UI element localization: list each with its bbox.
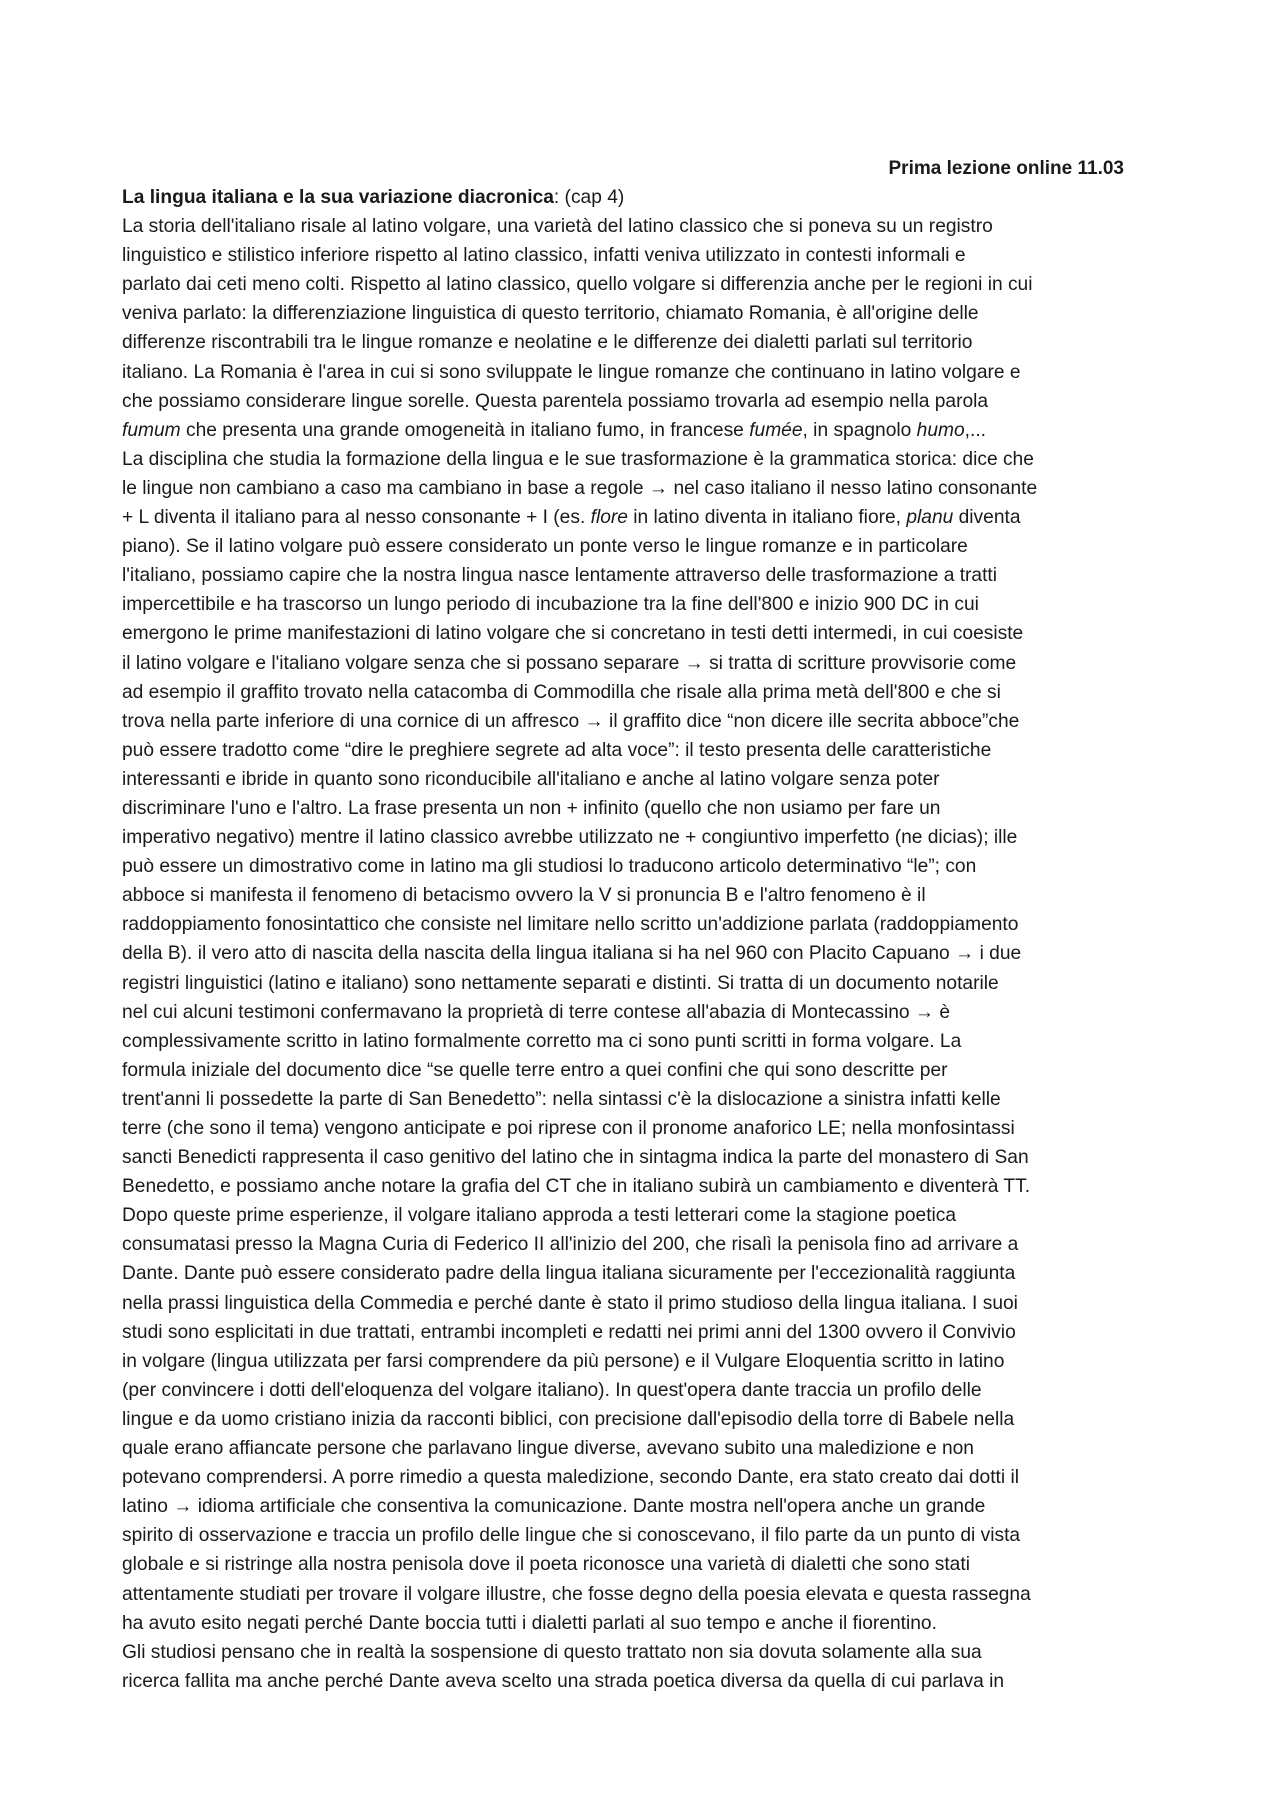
text-line [122, 561, 1162, 590]
text-run: l'italiano, possiamo capire che la nostra lingua nasce lentamente attraverso delle trasformazione a tratti [122, 565, 998, 587]
text-line [122, 619, 1162, 648]
text-run: Benedetto, e possiamo anche notare la grafia del CT che in italiano subirà un cambiamento e diventerà TT. [122, 1176, 1031, 1198]
text-run: latino → idioma artificiale che consentiva la comunicazione. Dante mostra nell'opera anche un grande [122, 1496, 986, 1518]
text-run: trova nella parte inferiore di una cornice di un affresco → il graffito dice “non dicere ille secrita abboce”che [122, 710, 1020, 732]
text-line [122, 736, 1162, 765]
text-run: lingue e da uomo cristiano inizia da racconti biblici, con precisione dall'episodio della torre di Babele nella [122, 1408, 1015, 1430]
section-heading [122, 183, 1162, 212]
text-run: formula iniziale del documento dice “se quelle terre entro a quei confini che qui sono descritte per [122, 1059, 948, 1081]
italic-term: fumée [749, 419, 803, 441]
text-run: piano). Se il latino volgare può essere considerato un ponte verso le lingue romanze e in particolare [122, 536, 968, 558]
text-run: studi sono esplicitati in due trattati, entrambi incompleti e redatti nei primi anni del 1300 ovvero il Convivio [122, 1321, 1016, 1343]
text-line [122, 1550, 1162, 1579]
text-run: parlato dai ceti meno colti. Rispetto al latino classico, quello volgare si differenzia anche per le regioni in cui [122, 274, 1033, 296]
text-run: La storia dell'italiano risale al latino volgare, una varietà del latino classico che si poneva su un registro [122, 216, 993, 238]
text-line [122, 707, 1162, 736]
text-line [122, 1201, 1162, 1230]
text-run: differenze riscontrabili tra le lingue romanze e neolatine e le differenze dei dialetti parlati sul territorio [122, 332, 973, 354]
text-line [122, 299, 1162, 328]
text-run: spirito di osservazione e traccia un profilo delle lingue che si conoscevano, il filo parte da un punto di vista [122, 1525, 1021, 1547]
text-run: emergono le prime manifestazioni di latino volgare che si concretano in testi detti intermedi, in cui coesiste [122, 623, 1024, 645]
text-line [122, 998, 1162, 1027]
text-run: La disciplina che studia la formazione della lingua e le sue trasformazione è la grammatica storica: dice che [122, 448, 1034, 470]
text-line [122, 794, 1162, 823]
text-run: veniva parlato: la differenziazione linguistica di questo territorio, chiamato Romania, è all'origine delle [122, 303, 979, 325]
text-run: Gli studiosi pensano che in realtà la sospensione di questo trattato non sia dovuta solamente alla sua [122, 1641, 982, 1663]
text-line [122, 503, 1162, 532]
lesson-date-header: Prima lezione online 11.03 [888, 158, 1124, 179]
text-line [122, 1259, 1162, 1288]
text-line [122, 1347, 1162, 1376]
text-line [122, 1609, 1162, 1638]
text-line [122, 765, 1162, 794]
text-line [122, 270, 1162, 299]
text-line [122, 1318, 1162, 1347]
text-run: diventa [953, 507, 1021, 529]
text-run: ha avuto esito negati perché Dante boccia tutti i dialetti parlati al suo tempo e anche il fiorentino. [122, 1612, 937, 1634]
text-run: (per convincere i dotti dell'eloquenza del volgare italiano). In quest'opera dante traccia un profilo delle [122, 1379, 982, 1401]
text-line [122, 881, 1162, 910]
text-line [122, 1580, 1162, 1609]
text-line [122, 910, 1162, 939]
text-line [122, 1289, 1162, 1318]
text-line [122, 1638, 1162, 1667]
text-run: che presenta una grande omogeneità in italiano fumo, in francese [180, 419, 750, 441]
text-line [122, 1463, 1162, 1492]
text-line [122, 416, 1162, 445]
text-run: terre (che sono il tema) vengono anticipate e poi riprese con il pronome anaforico LE; nella monfosintassi [122, 1118, 1015, 1139]
text-run: può essere tradotto come “dire le preghiere segrete ad alta voce”: il testo presenta delle caratteristiche [122, 739, 992, 761]
text-run: che possiamo considerare lingue sorelle. Questa parentela possiamo trovarla ad esempio nella parola [122, 390, 989, 412]
text-run: globale e si ristringe alla nostra penisola dove il poeta riconosce una varietà di dialetti che sono stati [122, 1554, 970, 1576]
text-line [122, 852, 1162, 881]
text-run: nel cui alcuni testimoni confermavano la proprietà di terre contese all'abazia di Montecassino → è [122, 1001, 951, 1023]
text-run: può essere un dimostrativo come in latino ma gli studiosi lo traducono articolo determinativo “le”; con [122, 856, 977, 878]
text-run: quale erano affiancate persone che parlavano lingue diverse, avevano subito una maledizione e non [122, 1438, 974, 1460]
text-line [122, 590, 1162, 619]
text-line [122, 241, 1162, 270]
text-line [122, 1143, 1162, 1172]
text-run: linguistico e stilistico inferiore rispetto al latino classico, infatti veniva utilizzato in contesti informali e [122, 245, 966, 267]
text-line [122, 1376, 1162, 1405]
body-text [122, 212, 1162, 1696]
text-run: , in spagnolo [802, 419, 917, 441]
text-line [122, 1434, 1162, 1463]
text-run: in latino diventa in italiano fiore, [627, 507, 907, 529]
text-line [122, 1056, 1162, 1085]
text-run: registri linguistici (latino e italiano) sono nettamente separati e distinti. Si tratta di un documento notarile [122, 972, 999, 994]
text-run: le lingue non cambiano a caso ma cambiano in base a regole → nel caso italiano il nesso latino consonante [122, 477, 1038, 499]
text-run: il latino volgare e l'italiano volgare senza che si possano separare → si tratta di scritture provvisorie come [122, 652, 1017, 674]
text-run: ,... [964, 419, 986, 441]
text-run: + L diventa il italiano para al nesso consonante + I (es. [122, 507, 591, 529]
text-run: consumatasi presso la Magna Curia di Federico II all'inizio del 200, che risalì la penisola fino ad arrivare a [122, 1234, 1019, 1256]
text-line [122, 1521, 1162, 1550]
text-line [122, 445, 1162, 474]
text-line [122, 358, 1162, 387]
text-run: raddoppiamento fonosintattico che consiste nel limitare nello scritto un'addizione parlata (raddoppiamento [122, 914, 1019, 936]
text-line [122, 1027, 1162, 1056]
text-run: trent'anni li possedette la parte di San Benedetto”: nella sintassi c'è la dislocazione a sinistra infatti kelle [122, 1088, 1001, 1110]
text-line [122, 1230, 1162, 1259]
italic-term: planu [906, 507, 954, 529]
text-run: Dante. Dante può essere considerato padre della lingua italiana sicuramente per l'eccezionalità raggiunta [122, 1263, 1016, 1285]
text-run: nella prassi linguistica della Commedia e perché dante è stato il primo studioso della lingua italiana. I suoi [122, 1292, 1018, 1314]
text-run: in volgare (lingua utilizzata per farsi comprendere da più persone) e il Vulgare Eloquentia scritto in latino [122, 1350, 1005, 1372]
text-run: ricerca fallita ma anche perché Dante aveva scelto una strada poetica diversa da quella di cui parlava in [122, 1670, 1005, 1692]
text-line [122, 1114, 1162, 1143]
text-line [122, 474, 1162, 503]
text-run: abboce si manifesta il fenomeno di betacismo ovvero la V si pronuncia B e l'altro fenomeno è il [122, 885, 926, 907]
text-line [122, 1405, 1162, 1434]
text-line [122, 969, 1162, 998]
text-run: della B). il vero atto di nascita della nascita della lingua italiana si ha nel 960 con Placito Capuano → i due [122, 943, 1022, 965]
text-line [122, 823, 1162, 852]
text-run: potevano comprendersi. A porre rimedio a questa maledizione, secondo Dante, era stato creato dai dotti il [122, 1467, 1020, 1489]
text-line [122, 387, 1162, 416]
text-run: italiano. La Romania è l'area in cui si sono sviluppate le lingue romanze che continuano in latino volgare e [122, 361, 1021, 383]
text-run: imperativo negativo) mentre il latino classico avrebbe utilizzato ne + congiuntivo imperfetto (ne dicias); ille [122, 827, 1018, 849]
text-line [122, 1085, 1162, 1114]
text-run: complessivamente scritto in latino formalmente corretto ma ci sono punti scritti in forma volgare. La [122, 1030, 962, 1052]
italic-term: flore [590, 507, 628, 529]
text-line [122, 1492, 1162, 1521]
text-run: sancti Benedicti rappresenta il caso genitivo del latino che in sintagma indica la parte del monastero di San [122, 1147, 1029, 1169]
text-line [122, 649, 1162, 678]
text-run: interessanti e ibride in quanto sono riconducibile all'italiano e anche al latino volgare senza poter [122, 768, 940, 790]
text-line [122, 678, 1162, 707]
section-chapter-ref: : (cap 4) [553, 187, 625, 208]
text-line [122, 1667, 1162, 1696]
text-line [122, 212, 1162, 241]
italic-term: humo [916, 419, 965, 441]
text-run: attentamente studiati per trovare il volgare illustre, che fosse degno della poesia elevata e questa rassegna [122, 1583, 1031, 1605]
text-run: ad esempio il graffito trovato nella catacomba di Commodilla che risale alla prima metà dell'800 e che si [122, 681, 1001, 703]
text-line [122, 939, 1162, 968]
text-run: Dopo queste prime esperienze, il volgare italiano approda a testi letterari come la stagione poetica [122, 1205, 957, 1227]
text-line [122, 328, 1162, 357]
section-title: La lingua italiana e la sua variazione diacronica [122, 187, 554, 208]
italic-term: fumum [122, 419, 181, 441]
text-run: impercettibile e ha trascorso un lungo periodo di incubazione tra la fine dell'800 e inizio 900 DC in cui [122, 594, 979, 616]
text-line [122, 532, 1162, 561]
text-run: discriminare l'uno e l'altro. La frase presenta un non + infinito (quello che non usiamo per fare un [122, 797, 941, 819]
text-line [122, 1172, 1162, 1201]
